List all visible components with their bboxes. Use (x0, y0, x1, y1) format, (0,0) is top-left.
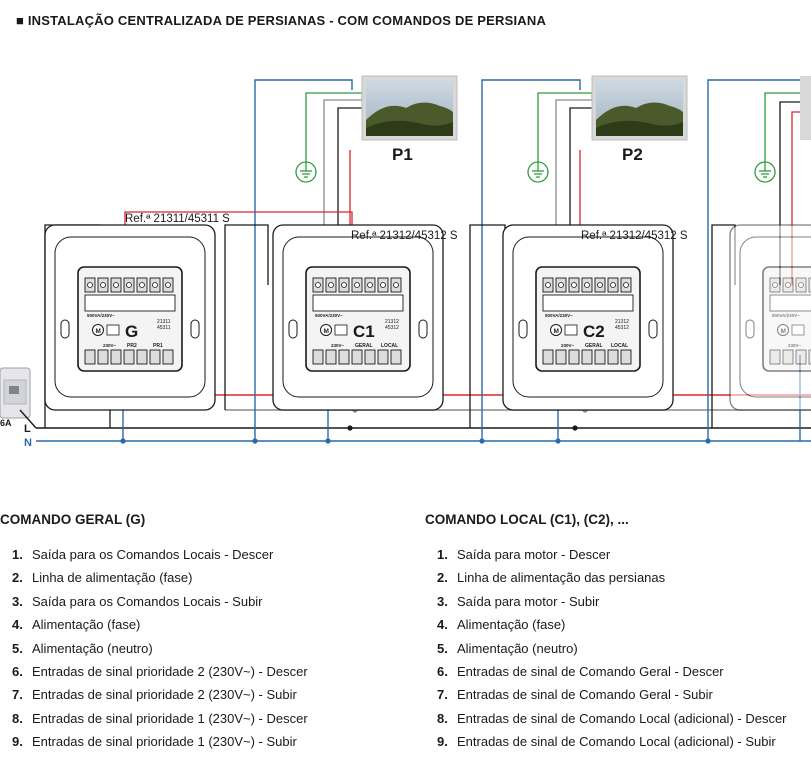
legend-general-item (12, 660, 308, 683)
terminal (98, 350, 108, 364)
motor-icon: M (780, 328, 786, 335)
motors (362, 76, 811, 164)
junction-dot (347, 425, 352, 430)
legend-general-item (12, 637, 308, 660)
blind-motor (800, 76, 811, 140)
earth-symbol-3 (755, 162, 775, 182)
terminal (796, 350, 806, 364)
terminal-label: PR2 (127, 343, 137, 349)
legend-general-item-number: 1. (12, 547, 23, 562)
legend-general-item-number: 4. (12, 617, 23, 633)
line-label-l: L (24, 423, 31, 435)
certification-icon (335, 325, 347, 335)
legend-general-item-text: Saída para os Comandos Locais - Descer (32, 547, 274, 562)
motor-label: P1 (392, 145, 413, 164)
switch-module (273, 225, 458, 410)
terminal (365, 350, 375, 364)
terminal-screw (88, 283, 93, 288)
terminal (378, 350, 388, 364)
terminal (150, 350, 160, 364)
terminal-label: PR1 (153, 343, 163, 349)
legend-general-item (12, 590, 308, 613)
legend-local-item-text: Entradas de sinal de Comando Local (adicional) - Subir (457, 734, 776, 750)
legend-local-item-text: Alimentação (neutro) (457, 640, 578, 656)
legend-local-item-number: 6. (437, 663, 448, 679)
legend-local-item-number: 1. (437, 547, 448, 562)
module-id: C2 (583, 322, 605, 341)
terminal-block (313, 295, 403, 311)
legend-general-item (12, 613, 308, 636)
certification-icon (565, 325, 577, 335)
terminal (326, 350, 336, 364)
module-code: 45312 (385, 325, 399, 331)
legend-general-list (0, 543, 308, 754)
legend-general-item (12, 707, 308, 730)
legend-local-item-number: 8. (437, 710, 448, 726)
earth-wire (538, 93, 592, 162)
legend-general (0, 512, 308, 754)
legend-general-item-number: 9. (12, 734, 23, 750)
legend-local-item-number: 5. (437, 640, 448, 656)
terminal-label: GERAL (585, 343, 603, 349)
terminal (137, 350, 147, 364)
legend-general-heading: COMANDO GERAL (G) (0, 512, 146, 527)
legend-general-item-text: Alimentação (neutro) (32, 640, 153, 656)
terminal-label: LOCAL (611, 343, 629, 349)
legend-general-item (12, 566, 308, 589)
legend-local-item-text: Entradas de sinal de Comando Geral - Subir (457, 687, 713, 703)
module-code: 45311 (157, 325, 171, 331)
junction-dot (572, 425, 577, 430)
legend-general-item (12, 683, 308, 706)
module-code: 21312 (385, 319, 399, 325)
legend-local-list (425, 543, 787, 754)
certification-icon (107, 325, 119, 335)
legend-local-item (437, 683, 787, 706)
legend-local-item-text: Alimentação (fase) (457, 617, 566, 633)
terminal-label: 230V~ (788, 343, 802, 348)
legend-local-item (437, 637, 787, 660)
switch-module (45, 213, 230, 410)
legend-local-item (437, 543, 787, 566)
terminal (556, 350, 566, 364)
module-reference: Ref.ª 21312/45312 S (581, 230, 688, 242)
terminal-screw (329, 283, 334, 288)
terminal-screw (786, 283, 791, 288)
terminal (391, 350, 401, 364)
motor-icon: M (323, 328, 329, 335)
junction-dot (325, 438, 330, 443)
terminal (313, 350, 323, 364)
terminal (85, 350, 95, 364)
legend-general-item-text: Entradas de sinal prioridade 2 (230V~) - Subir (32, 687, 297, 703)
terminal-screw (611, 283, 616, 288)
terminal-label: 230V~ (103, 343, 117, 348)
junction-dot (479, 438, 484, 443)
terminal-screw (140, 283, 145, 288)
terminal-screw (546, 283, 551, 288)
terminal-screw (316, 283, 321, 288)
legend-local-item-number: 7. (437, 687, 448, 703)
legend-local-item (437, 730, 787, 753)
terminal (543, 350, 553, 364)
terminal (783, 350, 793, 364)
terminal-screw (153, 283, 158, 288)
legend-local-item-text: Entradas de sinal de Comando Local (adicional) - Descer (457, 710, 787, 726)
terminal-screw (572, 283, 577, 288)
terminal-label: 230V~ (561, 343, 575, 348)
legend-local-item (437, 590, 787, 613)
terminal-screw (624, 283, 629, 288)
legend-general-item-number: 3. (12, 593, 23, 609)
switch-module (503, 225, 688, 410)
legend-general-item-number: 7. (12, 687, 23, 703)
terminal (352, 350, 362, 364)
module-code: 45312 (615, 325, 629, 331)
breaker-rating: 6A (0, 418, 12, 428)
earth-wire (306, 93, 362, 162)
terminal-screw (166, 283, 171, 288)
terminal-screw (773, 283, 778, 288)
legend-general-item-text: Entradas de sinal prioridade 1 (230V~) - Subir (32, 734, 297, 750)
terminal-screw (381, 283, 386, 288)
junction-dot (252, 438, 257, 443)
junction-dot (555, 438, 560, 443)
terminal (595, 350, 605, 364)
module-voltage: 500VA/230V~ (315, 313, 343, 318)
terminal-screw (394, 283, 399, 288)
legend-local (425, 512, 787, 754)
terminal (124, 350, 134, 364)
module-voltage: 500VA/230V~ (87, 313, 115, 318)
certification-icon (792, 325, 804, 335)
terminal-screw (355, 283, 360, 288)
legend-general-item-text: Saída para os Comandos Locais - Subir (32, 593, 263, 609)
junction-dot (705, 438, 710, 443)
terminal (608, 350, 618, 364)
legend-general-item-text: Alimentação (fase) (32, 617, 141, 633)
legend-general-item-number: 5. (12, 640, 23, 656)
terminal-label: 230V~ (331, 343, 345, 348)
terminal-screw (585, 283, 590, 288)
terminal-screw (127, 283, 132, 288)
motor-label: P2 (622, 145, 643, 164)
legend-local-item (437, 613, 787, 636)
terminal-label: LOCAL (381, 343, 399, 349)
terminal-block (85, 295, 175, 311)
legend-local-heading: COMANDO LOCAL (C1), (C2), ... (425, 512, 629, 527)
terminal (770, 350, 780, 364)
blind-picture-frame (800, 76, 811, 140)
terminal-screw (101, 283, 106, 288)
terminal (163, 350, 173, 364)
motor-icon: M (95, 328, 101, 335)
legend-local-item (437, 660, 787, 683)
legend-general-item (12, 730, 308, 753)
legend-local-item-number: 3. (437, 593, 448, 609)
terminal (569, 350, 579, 364)
module-code: 21311 (157, 319, 171, 325)
circuit-breaker (0, 368, 36, 428)
legend-local-item (437, 566, 787, 589)
legend-local-item (437, 707, 787, 730)
modules (45, 213, 811, 410)
terminal-screw (598, 283, 603, 288)
module-voltage: 500VA/230V~ (545, 313, 573, 318)
blind-motor (592, 76, 687, 164)
legend-local-item-number: 4. (437, 617, 448, 633)
earth-symbol-1 (296, 162, 316, 182)
feed-wire (470, 225, 505, 428)
legend-general-item-number: 8. (12, 710, 23, 726)
legend-general-item (12, 543, 308, 566)
switch-module (730, 225, 811, 410)
terminal (339, 350, 349, 364)
terminal-screw (799, 283, 804, 288)
terminal (582, 350, 592, 364)
legend-general-item-text: Linha de alimentação (fase) (32, 570, 193, 586)
legend-local-item-text: Saída para motor - Subir (457, 593, 600, 609)
terminal-screw (559, 283, 564, 288)
terminal-screw (114, 283, 119, 288)
terminal-screw (368, 283, 373, 288)
legend-local-item-text: Entradas de sinal de Comando Geral - Descer (457, 663, 724, 679)
module-code: 21312 (615, 319, 629, 325)
module-reference: Ref.ª 21312/45312 S (351, 230, 458, 242)
legend-general-item-text: Entradas de sinal prioridade 1 (230V~) - Descer (32, 710, 308, 726)
terminal (621, 350, 631, 364)
earth-symbol-2 (528, 162, 548, 182)
module-id: G (125, 322, 139, 341)
legend-general-item-text: Entradas de sinal prioridade 2 (230V~) - Descer (32, 663, 308, 679)
junction-dot (120, 438, 125, 443)
terminal-screw (342, 283, 347, 288)
line-label-n: N (24, 437, 32, 449)
legend-local-item-number: 2. (437, 570, 448, 586)
module-voltage: 500VA/230V~ (772, 313, 800, 318)
terminal-block (770, 295, 811, 311)
terminal-label: GERAL (355, 343, 373, 349)
terminal-block (543, 295, 633, 311)
module-id: C1 (353, 322, 375, 341)
page-title: ■ INSTALAÇÃO CENTRALIZADA DE PERSIANAS - COM COMANDOS DE PERSIANA (16, 13, 547, 28)
legend-local-item-number: 9. (437, 734, 448, 750)
terminal (111, 350, 121, 364)
legend-local-item-text: Linha de alimentação das persianas (457, 570, 666, 586)
legend-general-item-number: 2. (12, 570, 23, 586)
legend-local-item-text: Saída para motor - Descer (457, 547, 611, 562)
motor-icon: M (553, 328, 559, 335)
feed-wire (225, 225, 268, 410)
legend-general-item-number: 6. (12, 663, 23, 679)
blind-motor (362, 76, 457, 164)
module-reference: Ref.ª 21311/45311 S (125, 213, 230, 225)
